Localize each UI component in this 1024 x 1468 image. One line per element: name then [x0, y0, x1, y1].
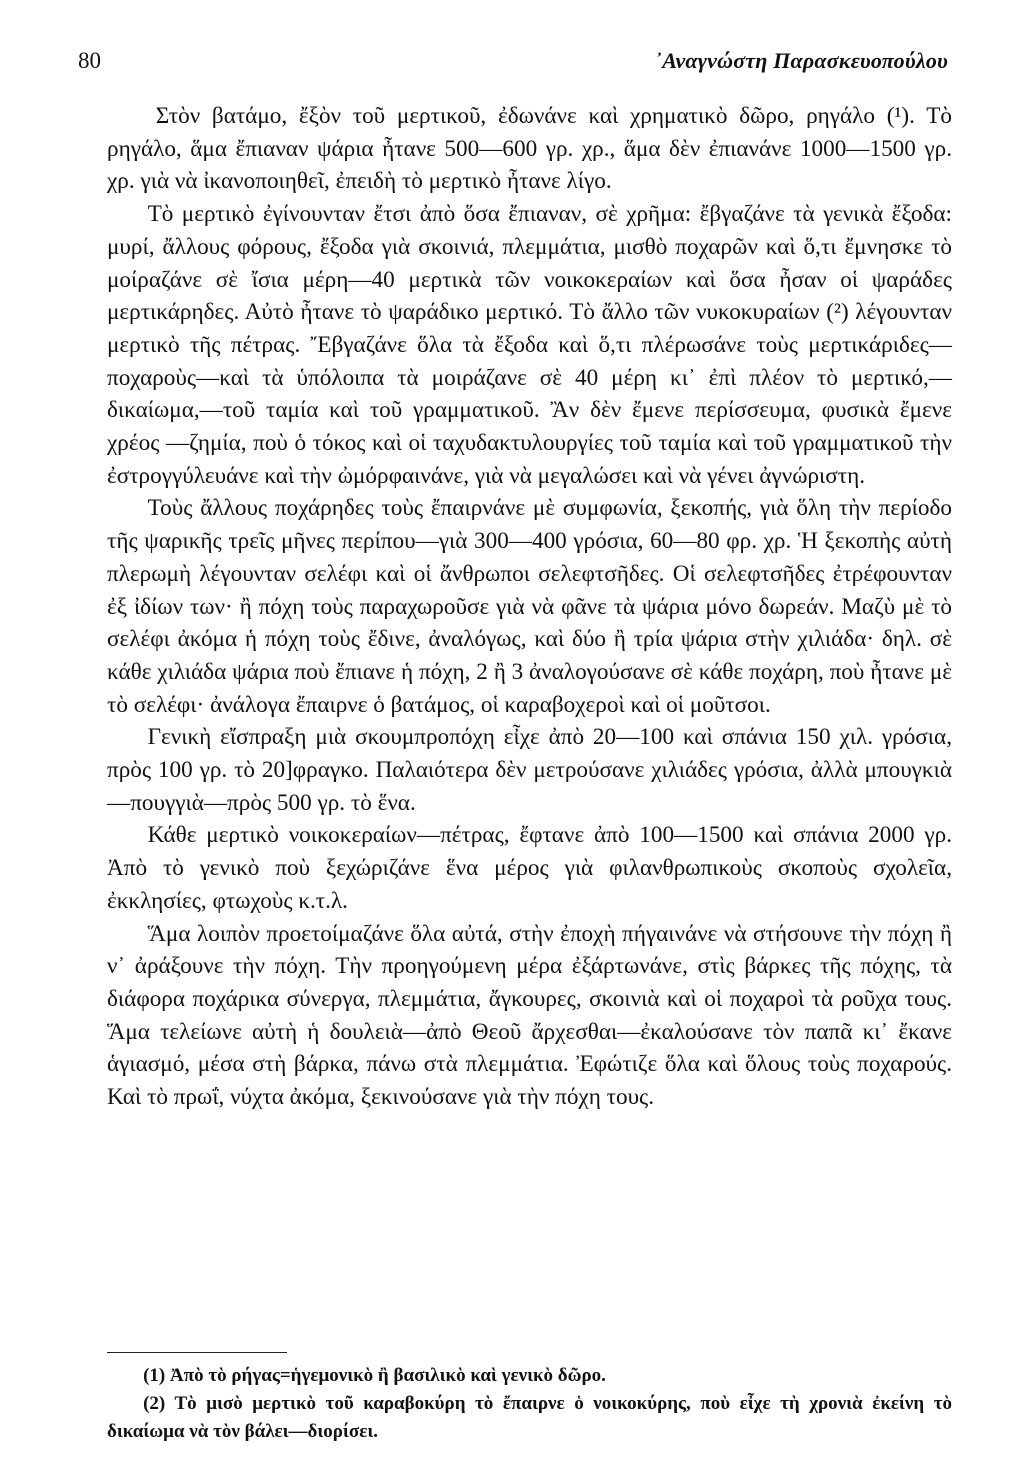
paragraph: Κάθε μερτικὸ νοικοκεραίων—πέτρας, ἔφτανε ἀπὸ 100—1500 καὶ σπάνια 2000 γρ. Ἀπὸ τὸ γενικὸ ποὺ ξεχώριζάνε ἕνα μέρος γιὰ φιλανθρωπικοὺς σκοποὺς σχολεῖα, ἐκκλησίες, φτωχοὺς κ.τ.λ. [107, 822, 952, 914]
paragraph: Τοὺς ἄλλους ποχάρηδες τοὺς ἔπαιρνάνε μὲ συμφωνία, ξεκοπής, γιὰ ὅλη τὴν περίοδο τῆς ψαρικῆς τρεῖς μῆνες περίπου—γιὰ 300—400 γρόσια, 60—80 φρ. χρ. Ἡ ξεκοπὴς αὐτὴ πλερωμὴ λέγουνταν σελέφι καὶ οἱ ἄνθρωποι σελεφτσῆδες. Οἱ σελεφτσῆδες ἐτρέφουνταν ἐξ ἰδίων των· ἢ πόχη τοὺς παραχωροῦσε γιὰ νὰ φᾶνε τὰ ψάρια μόνο δωρεάν. Μαζὺ μὲ τὸ σελέφι ἀκόμα ἡ πόχη τοὺς ἔδινε, ἀναλόγως, καὶ δύο ἢ τρία ψάρια στὴν χιλιάδα· δηλ. σὲ κάθε χιλιάδα ψάρια ποὺ ἔπιανε ἡ πόχη, 2 ἢ 3 ἀναλογούσανε σὲ κάθε ποχάρη, ποὺ ἦτανε μὲ τὸ σελέφι· ἀνάλογα ἔπαιρνε ὁ βατάμος, οἱ καραβοχεροὶ καὶ οἱ μοῦτσοι. [107, 495, 952, 718]
paragraph: Τὸ μερτικὸ ἐγίνουνταν ἔτσι ἀπὸ ὅσα ἔπιαναν, σὲ χρῆμα: ἔβγαζάνε τὰ γενικὰ ἔξοδα: μυρί, ἄλλους φόρους, ἔξοδα γιὰ σκοινιά, πλεμμάτια, μισθὸ ποχαρῶν καὶ ὅ,τι ἔμνησκε τὸ μοίραζάνε σὲ ἴσια μέρη—40 μερτικὰ τῶν νοικοκεραίων καὶ ὅσα ἦσαν οἱ ψαράδες μερτικάρηδες. Αὐτὸ ἦτανε τὸ ψαράδικο μερτικό. Τὸ ἄλλο τῶν νυκοκυραίων (²) λέγουνταν μερτικὸ τῆς πέτρας. Ἔβγαζάνε ὅλα τὰ ἔξοδα καὶ ὅ,τι πλέρωσάνε τοὺς μερτικάριδες—ποχαροὺς—καὶ τὰ ὑπόλοιπα τὰ μοιράζανε σὲ 40 μέρη κι᾿ ἐπὶ πλέον τὸ μερτικό,—δικαίωμα,—τοῦ ταμία καὶ τοῦ γραμματικοῦ. Ἂν δὲν ἔμενε περίσσευμα, φυσικὰ ἔμενε χρέος —ζημία, ποὺ ὁ τόκος καὶ οἱ ταχυδακτυλουργίες τοῦ ταμία καὶ τοῦ γραμματικοῦ τὴν ἐστρογγύλευάνε καὶ τὴν ὠμόρφαινάνε, γιὰ νὰ μεγαλώσει καὶ νὰ γένει ἀγνώριστη. [107, 201, 952, 489]
page-header [78, 48, 948, 78]
paragraph: Στὸν βατάμο, ἔξὸν τοῦ μερτικοῦ, ἐδωνάνε καὶ χρηματικὸ δῶρο, ρηγάλο (¹). Τὸ ρηγάλο, ἅμα ἔπιαναν ψάρια ἦτανε 500—600 γρ. χρ., ἅμα δὲν ἐπιανάνε 1000—1500 γρ. χρ. γιὰ νὰ ἰκανοποιηθεῖ, ἐπειδὴ τὸ μερτικὸ ἦτανε λίγο. [107, 103, 952, 195]
footnote: (2) Τὸ μισὸ μερτικὸ τοῦ καραβοκύρη τὸ ἔπαιρνε ὁ νοικοκύρης, ποὺ εἶχε τὴ χρονιὰ ἐκείνη τὸ δικαίωμα νὰ τὸν βάλει—διορίσει. [107, 1393, 952, 1442]
running-title: ᾿Αναγνώστη Παρασκευοπούλου [654, 48, 948, 73]
footnotes [107, 1362, 952, 1446]
body-text [107, 100, 952, 1114]
footnote: (1) Ἀπὸ τὸ ρήγας=ἡγεμονικὸ ἢ βασιλικὸ καὶ γενικὸ δῶρο. [143, 1365, 606, 1386]
footnote-divider [107, 1352, 287, 1353]
page-number: 80 [78, 48, 101, 73]
paragraph: Γενικὴ εἴσπραξη μιὰ σκουμπροπόχη εἶχε ἀπὸ 20—100 καὶ σπάνια 150 χιλ. γρόσια, πρὸς 100 γρ. τὸ 20]φραγκο. Παλαιότερα δὲν μετρούσανε χιλιάδες γρόσια, ἀλλὰ μπουγκιὰ—πουγγιὰ—πρὸς 500 γρ. τὸ ἕνα. [107, 724, 952, 816]
paragraph: Ἅμα λοιπὸν προετοίμαζάνε ὅλα αὐτά, στὴν ἐποχὴ πήγαινάνε νὰ στήσουνε τὴν πόχη ἢ ν᾿ ἀράξουνε τὴν πόχη. Τὴν προηγούμενη μέρα ἐξάρτωνάνε, στὶς βάρκες τῆς πόχης, τὰ διάφορα ποχάρικα σύνεργα, πλεμμάτια, ἄγκουρες, σκοινιὰ καὶ οἱ ποχαροὶ τὰ ροῦχα τους. Ἅμα τελείωνε αὐτὴ ἡ δουλειὰ—ἀπὸ Θεοῦ ἄρχεσθαι—ἐκαλούσανε τὸν παπᾶ κι᾿ ἔκανε ἁγιασμό, μέσα στὴ βάρκα, πάνω στὰ πλεμμάτια. Ἐφώτιζε ὅλα καὶ ὅλους τοὺς ποχαρούς. Καὶ τὸ πρωΐ, νύχτα ἀκόμα, ξεκινούσανε γιὰ τὴν πόχη τους. [107, 920, 952, 1111]
